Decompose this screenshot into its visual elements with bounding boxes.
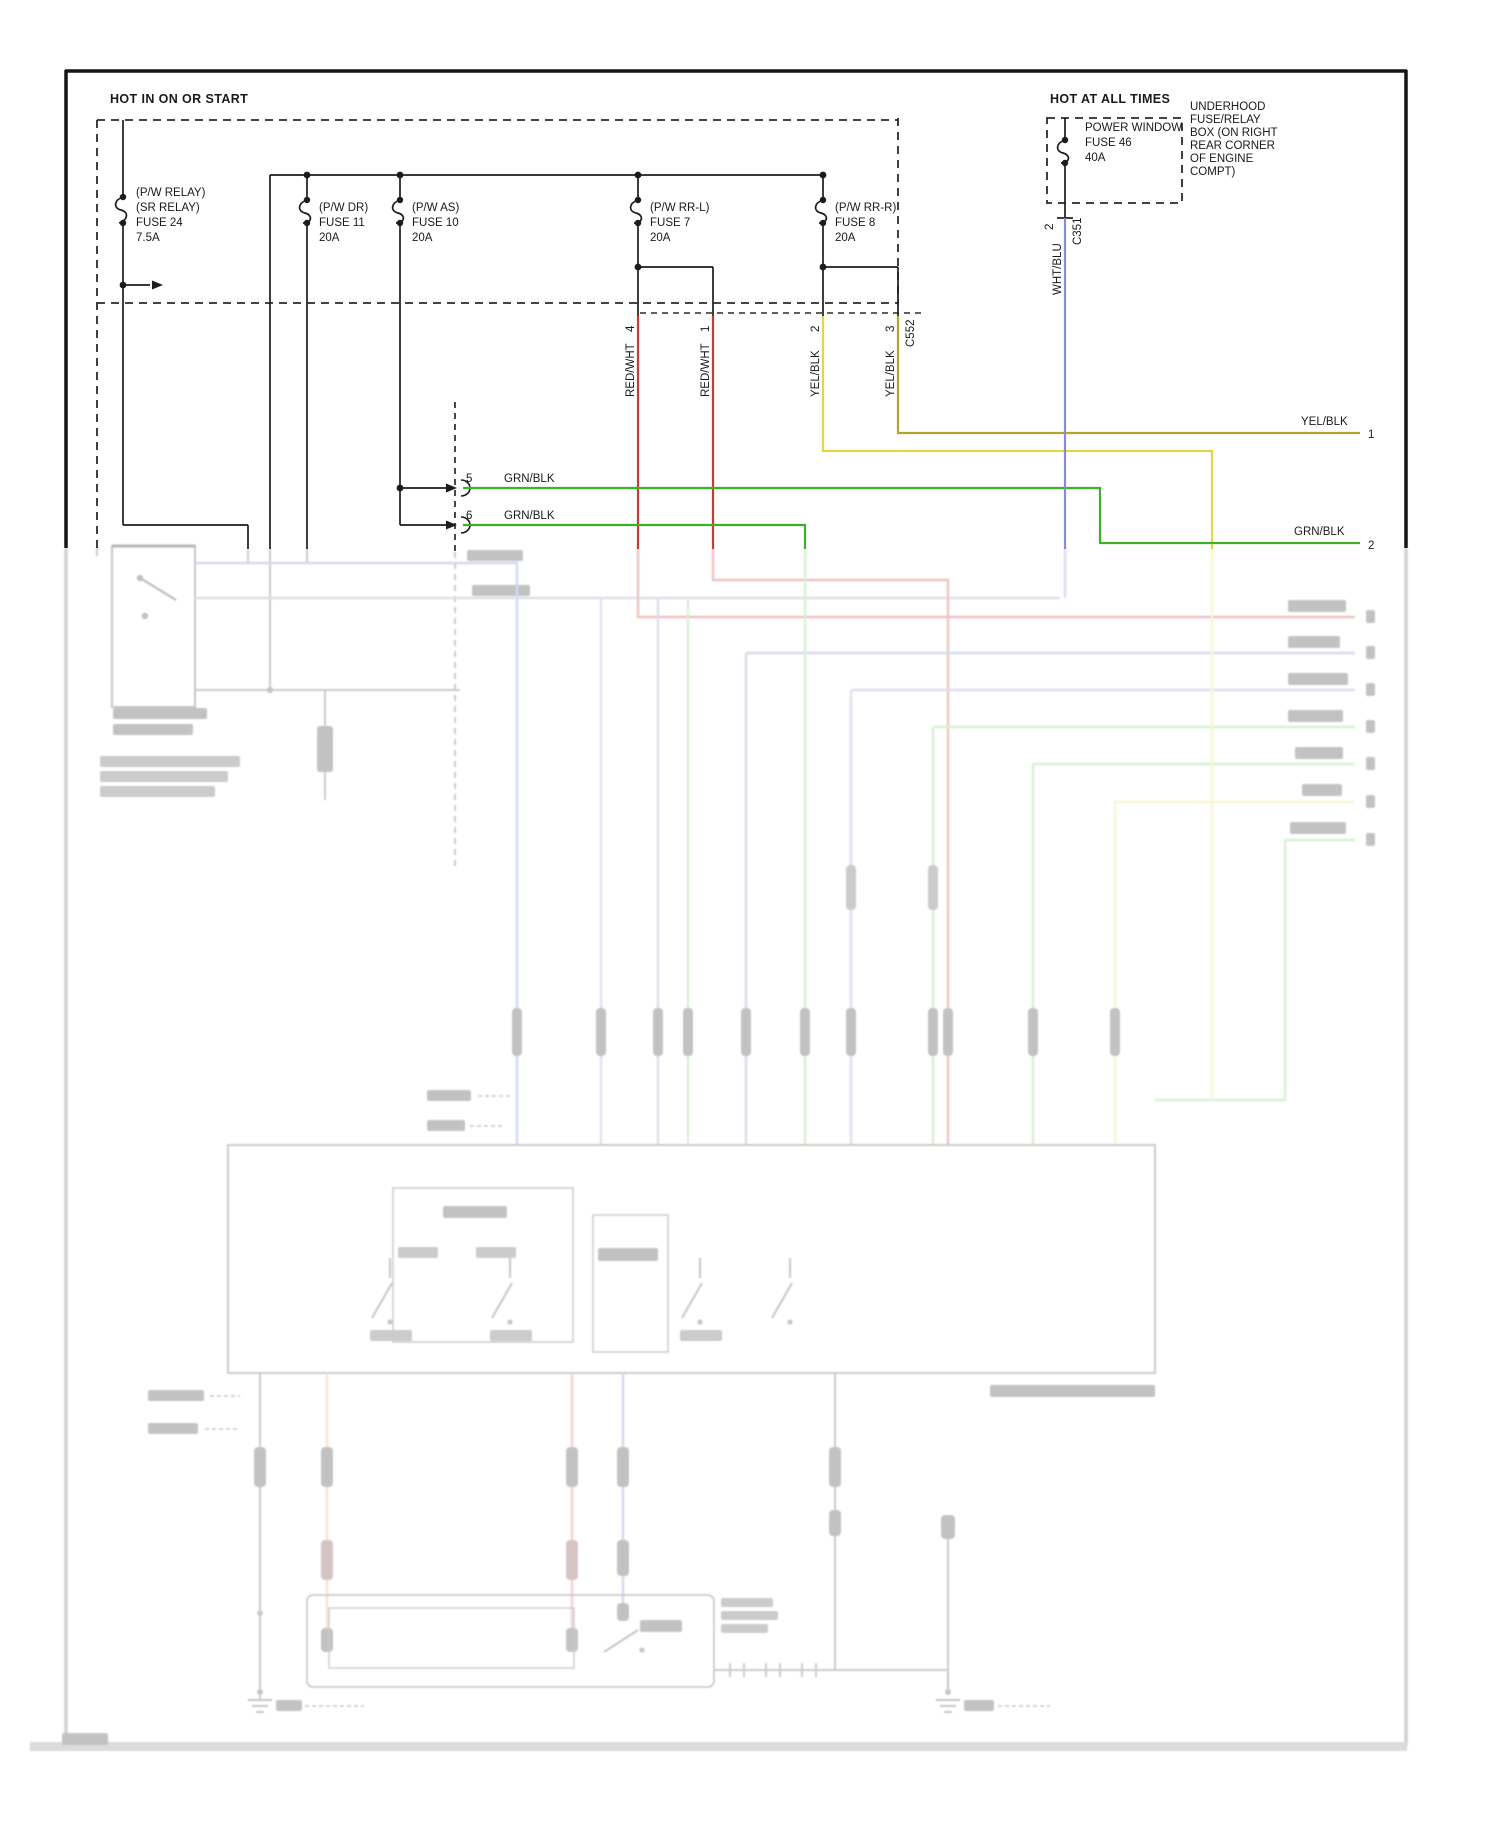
pin-1: 1	[700, 325, 712, 332]
pin-6: 6	[466, 510, 473, 522]
right-grn-blk-pin: 2	[1368, 540, 1375, 552]
faded-lower-circuitry	[30, 546, 1407, 1751]
fuse-24-label	[136, 187, 206, 244]
svg-text:FUSE 8: FUSE 8	[835, 217, 876, 229]
svg-text:POWER WINDOW: POWER WINDOW	[1085, 122, 1183, 134]
svg-text:40A: 40A	[1085, 152, 1106, 164]
hot-right-label: HOT AT ALL TIMES	[1050, 92, 1171, 106]
svg-text:REAR CORNER: REAR CORNER	[1190, 140, 1275, 152]
pin-2: 2	[810, 325, 822, 332]
svg-text:20A: 20A	[412, 232, 433, 244]
ground-symbol-right	[936, 1670, 960, 1712]
svg-text:FUSE/RELAY: FUSE/RELAY	[1190, 114, 1261, 126]
yel-blk-label-1: YEL/BLK	[810, 350, 822, 397]
svg-text:FUSE 7: FUSE 7	[650, 217, 691, 229]
svg-text:UNDERHOOD: UNDERHOOD	[1190, 101, 1266, 113]
right-yel-blk-label: YEL/BLK	[1301, 416, 1348, 428]
hot-at-all-times-region	[1047, 92, 1278, 203]
fuse-terminal-dots	[120, 137, 1068, 226]
svg-text:20A: 20A	[319, 232, 340, 244]
wht-blu-label: WHT/BLU	[1052, 243, 1064, 295]
svg-text:(P/W RR-R): (P/W RR-R)	[835, 202, 897, 214]
fuse-10-label	[412, 202, 459, 244]
grn-blk-pin-labels	[466, 473, 555, 522]
pin-5: 5	[466, 473, 473, 485]
red-wht-label-2: RED/WHT	[700, 343, 712, 397]
connector-blobs	[512, 865, 1120, 1056]
svg-text:(P/W AS): (P/W AS)	[412, 202, 460, 214]
wire-color-labels	[625, 218, 1084, 398]
pin-4: 4	[625, 325, 637, 332]
svg-text:FUSE 10: FUSE 10	[412, 217, 459, 229]
svg-text:BOX (ON RIGHT: BOX (ON RIGHT	[1190, 127, 1278, 139]
hot-left-label: HOT IN ON OR START	[110, 92, 249, 106]
mini-labels	[148, 1090, 512, 1434]
right-edge-labels	[1294, 416, 1374, 552]
grn-blk-wires	[463, 488, 1360, 549]
svg-text:(P/W DR): (P/W DR)	[319, 202, 369, 214]
grn-blk-label-1: GRN/BLK	[504, 473, 555, 485]
fuse-46-label	[1085, 122, 1182, 164]
connector-c351-label: C351	[1072, 217, 1084, 245]
svg-text:FUSE 11: FUSE 11	[319, 217, 365, 229]
yel-blk-label-2: YEL/BLK	[885, 350, 897, 397]
svg-text:20A: 20A	[650, 232, 671, 244]
pin-3: 3	[885, 325, 897, 332]
svg-text:20A: 20A	[835, 232, 856, 244]
svg-text:FUSE 46: FUSE 46	[1085, 137, 1132, 149]
fuse-11-label	[319, 202, 368, 244]
fuse-symbols	[116, 140, 1069, 223]
svg-text:(SR RELAY): (SR RELAY)	[136, 202, 200, 214]
underhood-note	[1190, 101, 1278, 178]
fuse-7-label	[650, 202, 710, 244]
connector-c552-label: C552	[905, 319, 917, 347]
yel-blk-wires	[823, 316, 1360, 549]
grn-blk-label-2: GRN/BLK	[504, 510, 555, 522]
svg-text:7.5A: 7.5A	[136, 232, 160, 244]
arrowheads	[152, 281, 457, 530]
relay-box	[100, 546, 240, 797]
motor-box	[307, 1595, 778, 1687]
right-yel-blk-pin: 1	[1368, 429, 1375, 441]
fuse-8-label	[835, 202, 896, 244]
junction-dots	[120, 172, 827, 492]
svg-text:(P/W RELAY): (P/W RELAY)	[136, 187, 206, 199]
power-feed-wires	[123, 118, 1073, 549]
svg-text:(P/W RR-L): (P/W RR-L)	[650, 202, 710, 214]
master-switch-box	[228, 1145, 1155, 1397]
lower-wires	[254, 1373, 841, 1700]
c351-pin-2: 2	[1044, 223, 1056, 230]
red-wht-label-1: RED/WHT	[625, 343, 637, 397]
faded-right-edge-labels	[1288, 600, 1375, 846]
figure-number-blob	[62, 1733, 108, 1745]
right-grn-blk-label: GRN/BLK	[1294, 526, 1345, 538]
svg-text:COMPT): COMPT)	[1190, 166, 1236, 178]
ground-symbol-left	[248, 1689, 272, 1712]
svg-text:FUSE 24: FUSE 24	[136, 217, 183, 229]
svg-text:OF ENGINE: OF ENGINE	[1190, 153, 1254, 165]
